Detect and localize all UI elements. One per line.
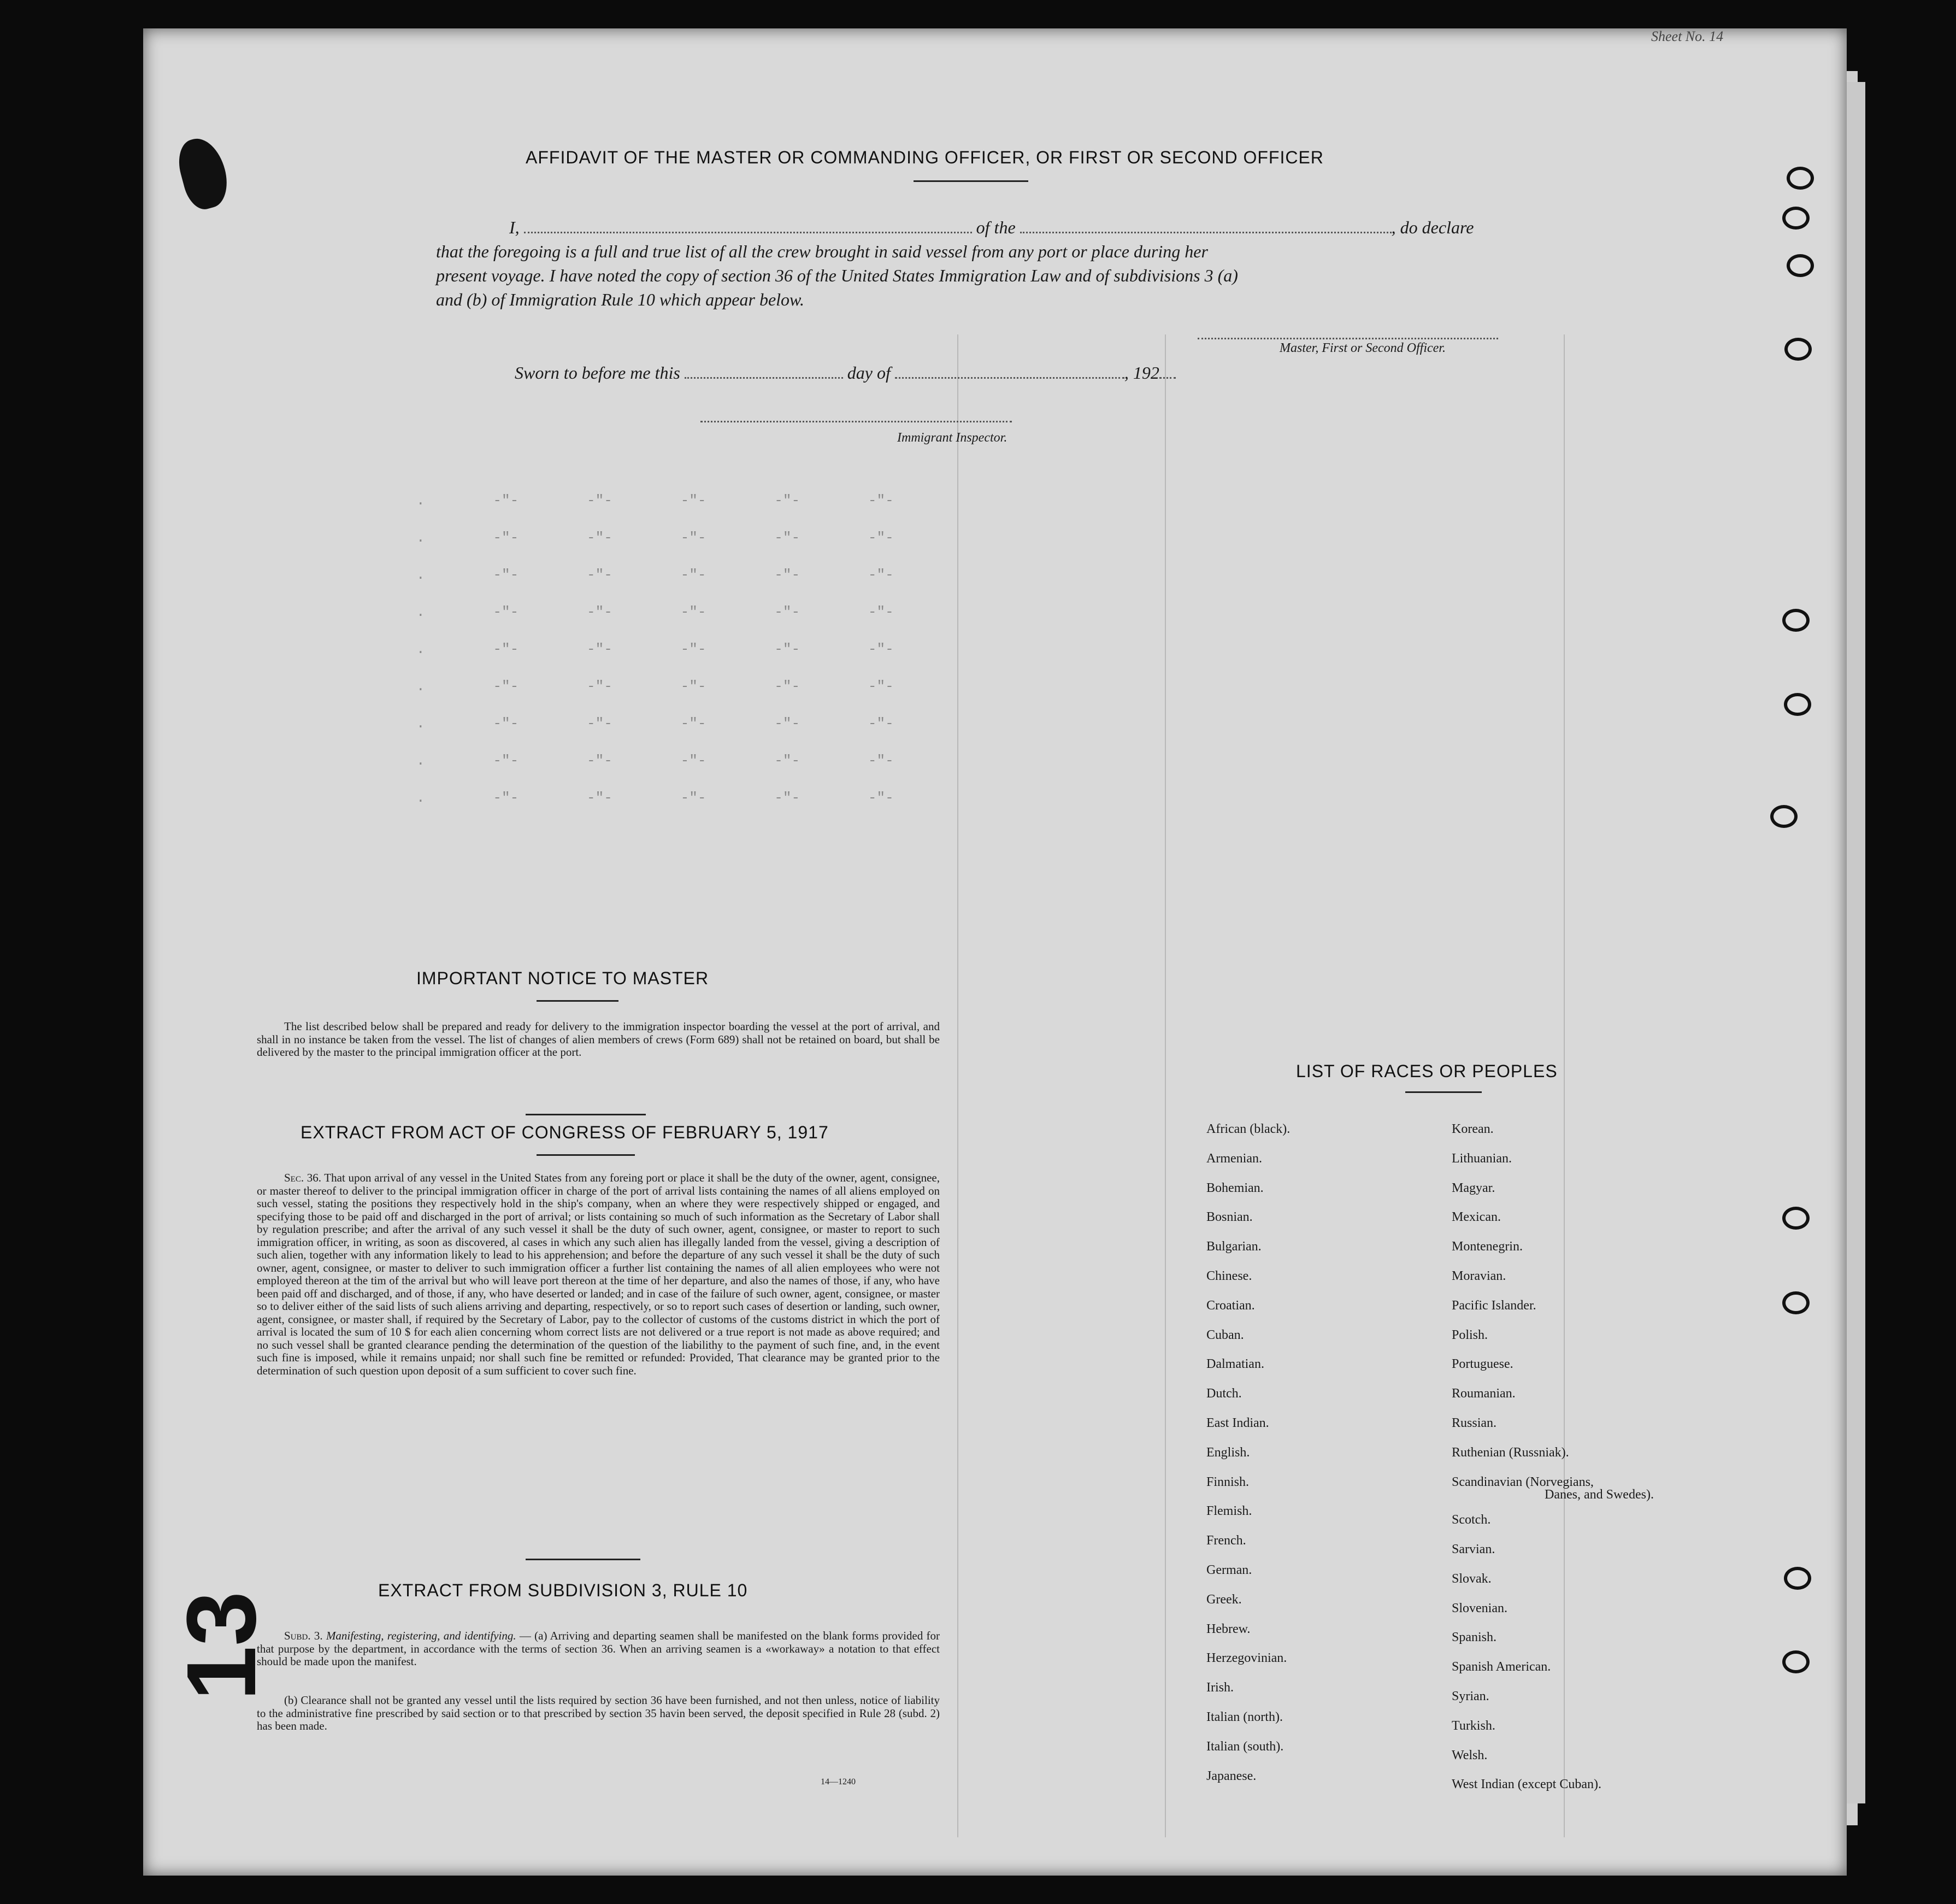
race-item: Polish. — [1452, 1327, 1488, 1342]
race-item: Flemish. — [1206, 1504, 1252, 1519]
race-item: Dalmatian. — [1206, 1357, 1264, 1372]
master-signature-line — [1198, 338, 1498, 339]
rule-subdivision: Subd. 3. — [284, 1629, 323, 1642]
race-item: Finnish. — [1206, 1474, 1250, 1489]
form-number: 14—1240 — [821, 1777, 856, 1787]
race-item: Korean. — [1452, 1122, 1494, 1136]
day-blank — [685, 377, 843, 379]
race-item: Portuguese. — [1452, 1357, 1513, 1372]
race-item: Sarvian. — [1452, 1542, 1495, 1556]
affidavit-title: AFFIDAVIT OF THE MASTER OR COMMANDING OFFICER, OR FIRST OR SECOND OFFICER — [526, 148, 1324, 167]
race-item: Italian (south). — [1206, 1739, 1284, 1754]
race-item: Bohemian. — [1206, 1180, 1264, 1195]
year-text: , 192 — [1124, 363, 1159, 383]
column-rule — [1165, 334, 1166, 1837]
race-item: Roumanian. — [1452, 1386, 1516, 1401]
manifest-sheet — [143, 28, 1847, 1876]
name-blank — [524, 232, 972, 233]
race-item: Mexican. — [1452, 1210, 1501, 1225]
race-item: Pacific Islander. — [1452, 1298, 1536, 1313]
race-item: Danes, and Swedes). — [1545, 1488, 1654, 1502]
rule-top-rule — [526, 1559, 640, 1560]
affidavit-line-1 — [509, 218, 1474, 238]
race-item: Lithuanian. — [1452, 1151, 1512, 1166]
race-item: Ruthenian (Russniak). — [1452, 1445, 1569, 1460]
rule-text-b: (b) Clearance shall not be granted any vessel until the lists required by section 36 have been furnished, and not then unless, notice of liability to the administrative fine prescribed by said section or to that prescribed by section 35 havin been served, the deposit specified in Rule 28 (subd. 2) has been made. — [257, 1694, 940, 1732]
affidavit-line-2: that the foregoing is a full and true list of all the crew brought in said vessel from any port or place during her — [436, 242, 1208, 261]
inspector-label: Immigrant Inspector. — [897, 431, 1008, 445]
act-body: That upon arrival of any vessel in the United States from any foreing port or place it shall be the duty of the owner, agent, consignee, or master thereof to deliver to the principal immigration officer in charge of the port of arrival lists containing the names of all aliens employed on such vessel, stating the positions they respectively hold in the ship's company, when an where they were respectively shipped or engaged, and specifying those to be paid off and discharged in the port of arrival; or lists containing so much of such information as the Secretary of Labor shall by regulation prescribe; and after the arrival of any such vessel it shall be the duty of such owner, agent, consignee, or master to report to such immigration officer, in writing, as soon as discovered, al cases in which any such alien has illegally landed from the vessel, giving a description of such alien, together with any information likely to lead to his apprehension; and before the departure of any such vessel it shall be the duty of such owner, agent, consignee, or master to deliver to such immigration officer a further list containing the names of all alien employees who were not employed thereon at the tim of the arrival but who will leave port thereon at the time of her departure, and also the names of those, if any, who have been paid off and discharged, and of those, if any, who have deserted or landed; and in case of the failure of such owner, agent, consignee, or master so to deliver either of the said lists of such aliens arriving and departing, respectively, or so to report such cases of desertion or landing, such owner, agent, consignee, or master shall, if required by the Secretary of Labor, pay to the collector of customs of the customs district in which the port of arrival is located the sum of 10 $ for each alien concerning whom correct lists are not delivered or a true report is not made as above required; and no such vessel shall be granted clearance pending the determination of the question of the liabilithy to the payment of such fine, and, in the event such fine is imposed, while it remains unpaid; nor shall such fine be remitted or refunded: Provided, That clearance may be granted prior to the determination of such question upon deposit of a sum sufficient to cover such fine. — [257, 1171, 940, 1377]
day-of-text: day of — [847, 363, 891, 383]
race-item: Turkish. — [1452, 1718, 1495, 1733]
race-item: Scotch. — [1452, 1513, 1491, 1527]
rule-heading: Manifesting, registering, and identifying. — [326, 1629, 516, 1642]
month-blank — [895, 377, 1124, 379]
race-item: African (black). — [1206, 1122, 1291, 1136]
binding-hole — [1782, 207, 1810, 230]
master-label: Master, First or Second Officer. — [1280, 341, 1446, 355]
race-item: German. — [1206, 1562, 1252, 1577]
race-item: Moravian. — [1452, 1268, 1506, 1283]
race-item: Slovak. — [1452, 1571, 1492, 1586]
race-item: Magyar. — [1452, 1180, 1495, 1195]
binding-hole — [1782, 1291, 1810, 1314]
binding-hole — [1784, 1567, 1811, 1590]
binding-hole — [1770, 805, 1798, 828]
sworn-line — [515, 363, 1176, 383]
show-through-marks: . -"- -"- -"- -"- -"- . -"- -"- -"- -"- -"- . -"- -"- -"- -"- -"- . -"- -"- -"- -"- -"- . -"- -"- -"- -"- -"- . -"- -"- -"- -"- -"- . -"- -"- -"- -"- -"- . -"- -"- -"- -"- -"- . -"- -"- -"- -"- -"- — [416, 492, 894, 806]
binding-hole — [1784, 693, 1811, 716]
affidavit-declare: , do declare — [1391, 218, 1474, 237]
race-item: Greek. — [1206, 1592, 1242, 1607]
title-underline — [914, 180, 1028, 182]
races-underline — [1405, 1091, 1482, 1093]
races-column-2 — [1452, 1115, 1654, 1800]
year-blank — [1159, 377, 1176, 379]
rule-body-a: — (a) Arriving and departing seamen shall be manifested on the blank forms provided for that purpose by the department, in accordance with the terms of section 36. When an arriving seamen is a «workaway» a notation to that effect should be made upon the manifest. — [257, 1629, 940, 1668]
sheet-number: Sheet No. 14 — [1651, 28, 1724, 44]
races-column-1 — [1206, 1115, 1290, 1791]
race-item: Herzegovinian. — [1206, 1651, 1287, 1666]
act-text — [257, 1172, 940, 1377]
race-item: Russian. — [1452, 1415, 1497, 1430]
act-section: Sec. 36. — [284, 1171, 322, 1184]
race-item: Bulgarian. — [1206, 1239, 1262, 1254]
sworn-text: Sworn to before me this — [515, 363, 680, 383]
race-item: Dutch. — [1206, 1386, 1242, 1401]
ink-blot — [173, 133, 234, 213]
race-item: French. — [1206, 1533, 1246, 1548]
binding-hole — [1782, 1650, 1810, 1673]
race-item: Slovenian. — [1452, 1601, 1507, 1615]
race-item: East Indian. — [1206, 1415, 1269, 1430]
race-item: Croatian. — [1206, 1298, 1255, 1313]
race-item: Syrian. — [1452, 1689, 1489, 1703]
race-item: Spanish American. — [1452, 1660, 1551, 1674]
race-item: Montenegrin. — [1452, 1239, 1523, 1254]
act-top-rule — [526, 1114, 646, 1115]
stamped-page-number: 13 — [167, 1591, 276, 1701]
notice-underline — [537, 1000, 618, 1002]
notice-title: IMPORTANT NOTICE TO MASTER — [416, 968, 709, 988]
act-underline — [537, 1154, 635, 1156]
race-item: Armenian. — [1206, 1151, 1262, 1166]
race-item: Spanish. — [1452, 1630, 1497, 1645]
binding-hole — [1782, 1207, 1810, 1230]
binding-hole — [1782, 609, 1810, 632]
race-item: Welsh. — [1452, 1748, 1488, 1762]
race-item: West Indian (except Cuban). — [1452, 1777, 1601, 1792]
race-item: Italian (north). — [1206, 1709, 1283, 1724]
rule-title: EXTRACT FROM SUBDIVISION 3, RULE 10 — [378, 1580, 748, 1600]
race-item: Cuban. — [1206, 1327, 1244, 1342]
race-item: Bosnian. — [1206, 1210, 1253, 1225]
act-title: EXTRACT FROM ACT OF CONGRESS OF FEBRUARY 5, 1917 — [301, 1123, 829, 1142]
binding-hole — [1787, 167, 1814, 190]
race-item: Irish. — [1206, 1680, 1234, 1695]
rule-text-a — [257, 1630, 940, 1668]
race-item: Chinese. — [1206, 1268, 1252, 1283]
race-item: Hebrew. — [1206, 1621, 1251, 1636]
affidavit-i: I, — [509, 218, 520, 237]
vessel-blank — [1020, 232, 1392, 233]
notice-text: The list described below shall be prepared and ready for delivery to the immigration inspector boarding the vessel at the port of arrival, and shall in no instance be taken from the vessel. The list of changes of alien members of crews (Form 689) shall not be retained on board, but shall be delivered by the master to the principal immigration officer at the port. — [257, 1020, 940, 1059]
race-item: English. — [1206, 1445, 1250, 1460]
affidavit-line-3: present voyage. I have noted the copy of section 36 of the United States Immigration Law and of subdivisions 3 (a) — [436, 266, 1238, 285]
race-item: Japanese. — [1206, 1768, 1257, 1783]
races-title: LIST OF RACES OR PEOPLES — [1296, 1061, 1558, 1081]
race-item: Scandinavian (Norvegians, — [1452, 1474, 1594, 1489]
inspector-signature-line — [700, 421, 1012, 422]
column-rule — [957, 334, 958, 1837]
affidavit-line-4: and (b) of Immigration Rule 10 which appear below. — [436, 290, 804, 309]
binding-hole — [1787, 254, 1814, 277]
affidavit-of-the: of the — [976, 218, 1016, 237]
binding-hole — [1784, 338, 1812, 361]
